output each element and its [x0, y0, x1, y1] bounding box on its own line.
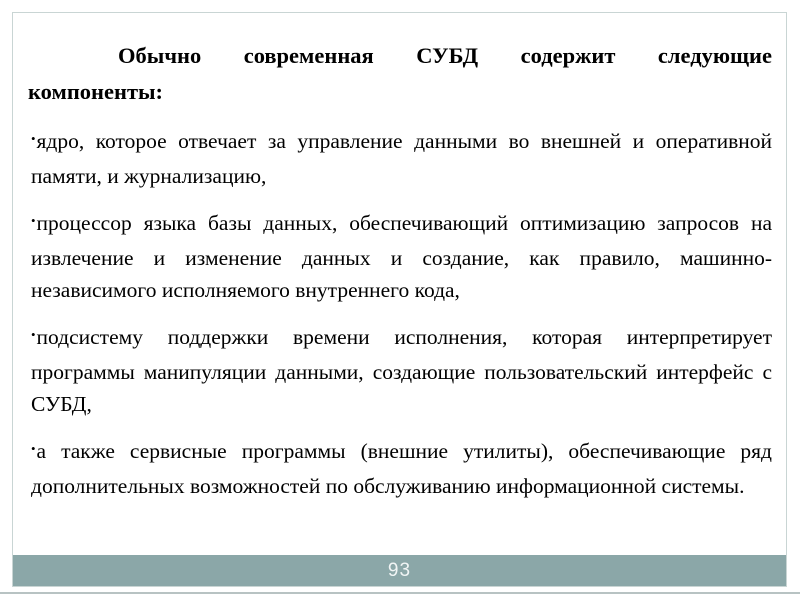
- slide: [12, 12, 787, 587]
- bullet-item: [28, 207, 772, 306]
- bullet-text: подсистему поддержки времени исполнения, которая интерпретирует программы манипуляции данными, создающие пользовательский интерфейс с СУБД,: [31, 325, 772, 416]
- footer-bar: [13, 555, 786, 586]
- bullet-glyph: •: [31, 327, 36, 342]
- bullet-list: [28, 125, 772, 502]
- bullet-glyph: •: [31, 131, 36, 146]
- bullet-item: [28, 435, 772, 502]
- bullet-text: а также сервисные программы (внешние утилиты), обеспечивающие ряд дополнительных возможностей по обслуживанию информационной системы.: [31, 439, 772, 498]
- bullet-glyph: •: [31, 213, 36, 228]
- slide-title-line-1: Обычно современная СУБД содержит следующие: [118, 43, 772, 68]
- bullet-glyph: •: [31, 441, 36, 456]
- slide-title: [28, 38, 772, 110]
- slide-content: [13, 13, 786, 502]
- bullet-text: процессор языка базы данных, обеспечивающий оптимизацию запросов на извлечение и изменение данных и создание, как правило, машинно-независимого исполняемого внутреннего кода,: [31, 211, 772, 302]
- slide-bottom-shadow: [0, 592, 800, 594]
- slide-title-line-2: компоненты:: [28, 79, 164, 104]
- page-number: 93: [387, 559, 412, 581]
- bullet-item: [28, 125, 772, 192]
- bullet-text: ядро, которое отвечает за управление данными во внешней и оперативной памяти, и журнализацию,: [31, 129, 772, 188]
- bullet-item: [28, 321, 772, 420]
